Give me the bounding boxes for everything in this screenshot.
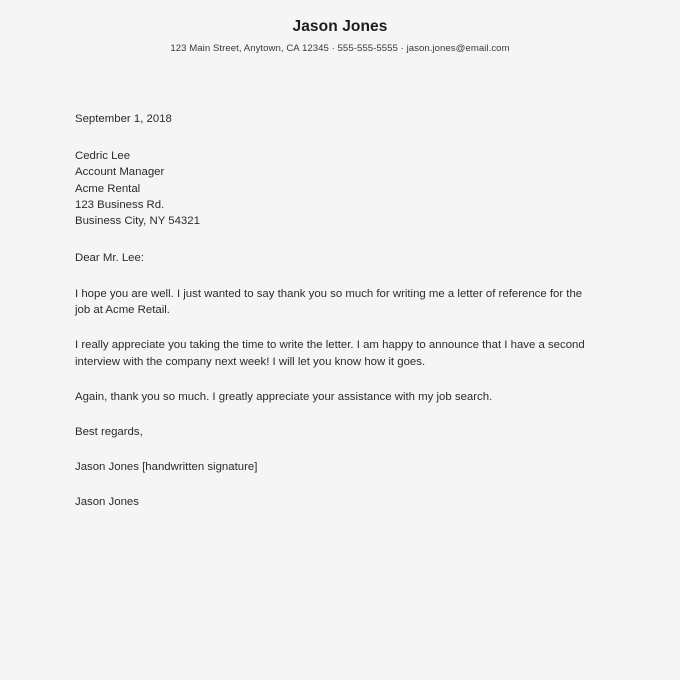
letter-body bbox=[75, 111, 597, 511]
recipient-name: Cedric Lee bbox=[75, 149, 131, 162]
typed-signature-name: Jason Jones bbox=[75, 496, 139, 509]
letter-date: September 1, 2018 bbox=[75, 112, 172, 125]
recipient-street: 123 Business Rd. bbox=[75, 199, 165, 212]
salutation: Dear Mr. Lee: bbox=[75, 251, 145, 264]
body-paragraph-1: I hope you are well. I just wanted to say thank you so much for writing me a letter of reference for the job at Acme Retail. bbox=[75, 288, 583, 317]
sender-contact-line: 123 Main Street, Anytown, CA 12345 · 555-555-5555 · jason.jones@email.com bbox=[170, 43, 510, 55]
body-paragraph-3: Again, thank you so much. I greatly appreciate your assistance with my job search. bbox=[75, 390, 493, 403]
recipient-city-state-zip: Business City, NY 54321 bbox=[75, 215, 200, 228]
handwritten-signature-placeholder: Jason Jones [handwritten signature] bbox=[75, 461, 258, 474]
closing-salutation: Best regards, bbox=[75, 426, 143, 439]
recipient-company: Acme Rental bbox=[75, 182, 141, 195]
body-paragraph-2: I really appreciate you taking the time to write the letter. I am happy to announce that I have a second interview with the company next week! I will let you know how it goes. bbox=[75, 339, 585, 368]
sender-name: Jason Jones bbox=[292, 18, 388, 35]
letterhead bbox=[0, 0, 680, 56]
recipient-address-block bbox=[75, 148, 597, 230]
recipient-title: Account Manager bbox=[75, 166, 165, 179]
